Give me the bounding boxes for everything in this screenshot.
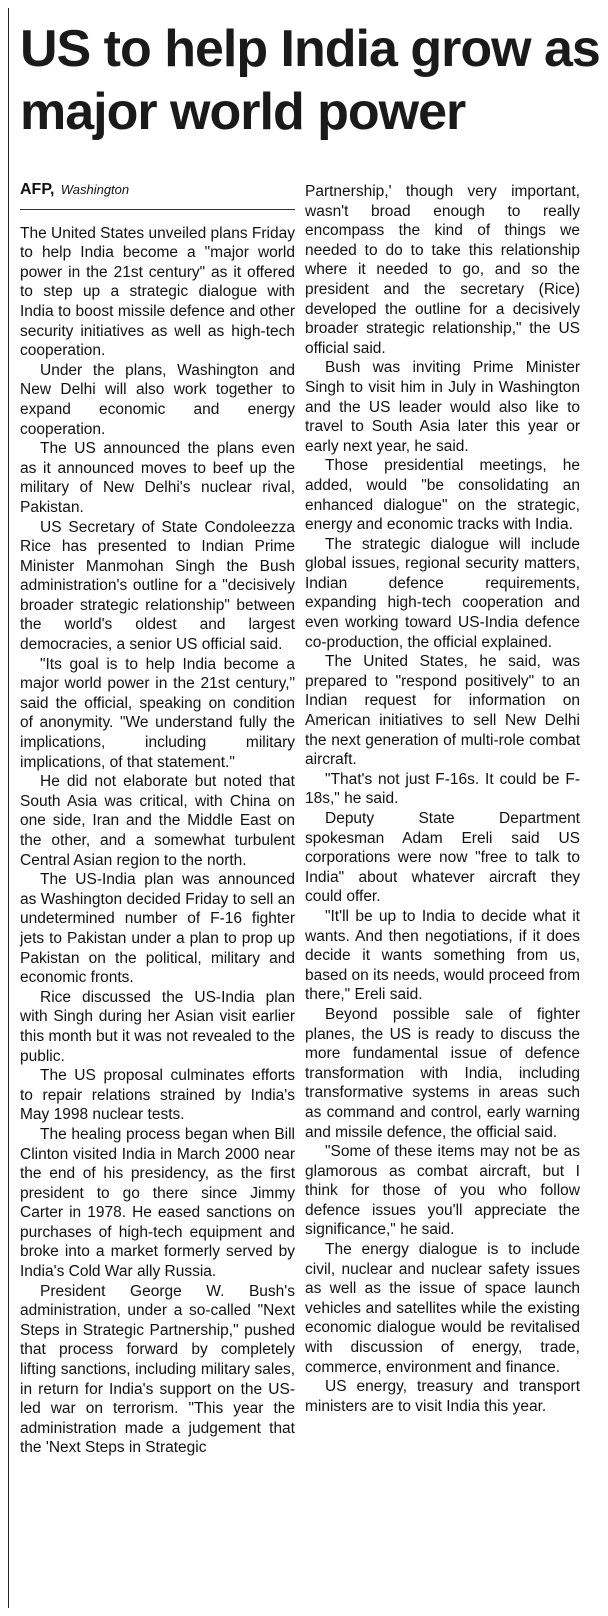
paragraph: "That's not just F-16s. It could be F-18s," he said. — [305, 770, 580, 808]
paragraph: The healing process began when Bill Clinton visited India in March 2000 near the end of his presidency, as the first president to go there since Jimmy Carter in 1978. He eased sanctions on purchases of high-tech equipment and broke into a market formerly served by India's Cold War ally Russia. — [20, 1125, 295, 1281]
paragraph: "Some of these items may not be as glamorous as combat aircraft, but I think for those of you who follow defence issues you'll appreciate the significance," he said. — [305, 1143, 580, 1239]
paragraph: Bush was inviting Prime Minister Singh to visit him in July in Washington and the US leader would also like to travel to South Asia later this year or early next year, he said. — [305, 359, 580, 455]
left-border-rule — [8, 8, 9, 1608]
headline: US to help India grow as major world power — [20, 20, 600, 141]
article-column-left — [20, 180, 295, 1458]
paragraph: US energy, treasury and transport ministers are to visit India this year. — [305, 1378, 580, 1415]
paragraph: The US proposal culminates efforts to repair relations strained by India's May 1998 nuclear tests. — [20, 1067, 295, 1124]
paragraph: Deputy State Department spokesman Adam Ereli said US corporations were now "free to talk to India" about whatever aircraft they could offer. — [305, 810, 580, 906]
article-column-right — [305, 182, 580, 1416]
paragraph: "It'll be up to India to decide what it wants. And then negotiations, if it does decide it wants something from us, based on its needs, would proceed from there," Ereli said. — [305, 907, 580, 1004]
paragraph: US Secretary of State Condoleezza Rice has presented to Indian Prime Minister Manmohan Singh the Bush administration's outline for a "decisively broader strategic relationship" between the world's oldest and largest democracies, a senior US official said. — [20, 518, 295, 654]
paragraph: Beyond possible sale of fighter planes, the US is ready to discuss the more fundamental issue of defence transformation with India, including transformative systems in areas such as command and control, early warning and missile defence, the official said. — [305, 1005, 580, 1141]
byline — [20, 180, 295, 210]
paragraph: Rice discussed the US-India plan with Singh during her Asian visit earlier this month but it was not revealed to the public. — [20, 988, 295, 1065]
byline-agency: AFP, — [20, 181, 55, 198]
paragraph: Partnership,' though very important, wasn't broad enough to really encompass the kind of things we needed to do to take this relationship where it needed to go, and so the president and the secretary (Rice) developed the outline for a decisively broader strategic relationship," the US official said. — [305, 183, 580, 357]
paragraph: "Its goal is to help India become a major world power in the 21st century," said the official, speaking on condition of anonymity. "We understand fully the implications, including military implications, of that statement." — [20, 655, 295, 771]
paragraph: The United States, he said, was prepared to "respond positively" to an Indian request for information on American initiatives to sell New Delhi the next generation of multi-role combat aircraft. — [305, 653, 580, 769]
paragraph: The US announced the plans even as it announced moves to beef up the military of New Delhi's nuclear rival, Pakistan. — [20, 440, 295, 516]
paragraph: He did not elaborate but noted that South Asia was critical, with China on one side, Iran and the Middle East on the other, and a somewhat turbulent Central Asian region to the north. — [20, 773, 295, 869]
paragraph: The energy dialogue is to include civil, nuclear and nuclear safety issues as well as the issue of space launch vehicles and satellites while the existing economic dialogue would be revitalised with discussion of energy, trade, commerce, environment and finance. — [305, 1241, 580, 1376]
paragraph: Those presidential meetings, he added, would "be consolidating an enhanced dialogue" on the strategic, energy and economic tracks with India. — [305, 457, 580, 534]
paragraph: President George W. Bush's administration, under a so-called "Next Steps in Strategic Partnership," pushed that process forward by completely lifting sanctions, including military sales, in return for India's support on the US-led war on terrorism. "This year the administration made a judgement that the 'Next Steps in Strategic — [20, 1282, 295, 1457]
paragraph: The strategic dialogue will include global issues, regional security matters, Indian defence requirements, expanding high-tech cooperation and even working toward US-India defence co-production, the official explained. — [305, 535, 580, 651]
paragraph: Under the plans, Washington and New Delhi will also work together to expand economic and energy cooperation. — [20, 361, 295, 438]
byline-location: Washington — [60, 182, 130, 197]
paragraph: The United States unveiled plans Friday to help India become a "major world power in the 21st century" as it offered to step up a strategic dialogue with India to boost missile defence and other security initiatives as well as high-tech cooperation. — [20, 224, 295, 360]
paragraph: The US-India plan was announced as Washington decided Friday to sell an undetermined number of F-16 fighter jets to Pakistan under a plan to prop up Pakistan on the political, military and economic fronts. — [20, 871, 295, 987]
